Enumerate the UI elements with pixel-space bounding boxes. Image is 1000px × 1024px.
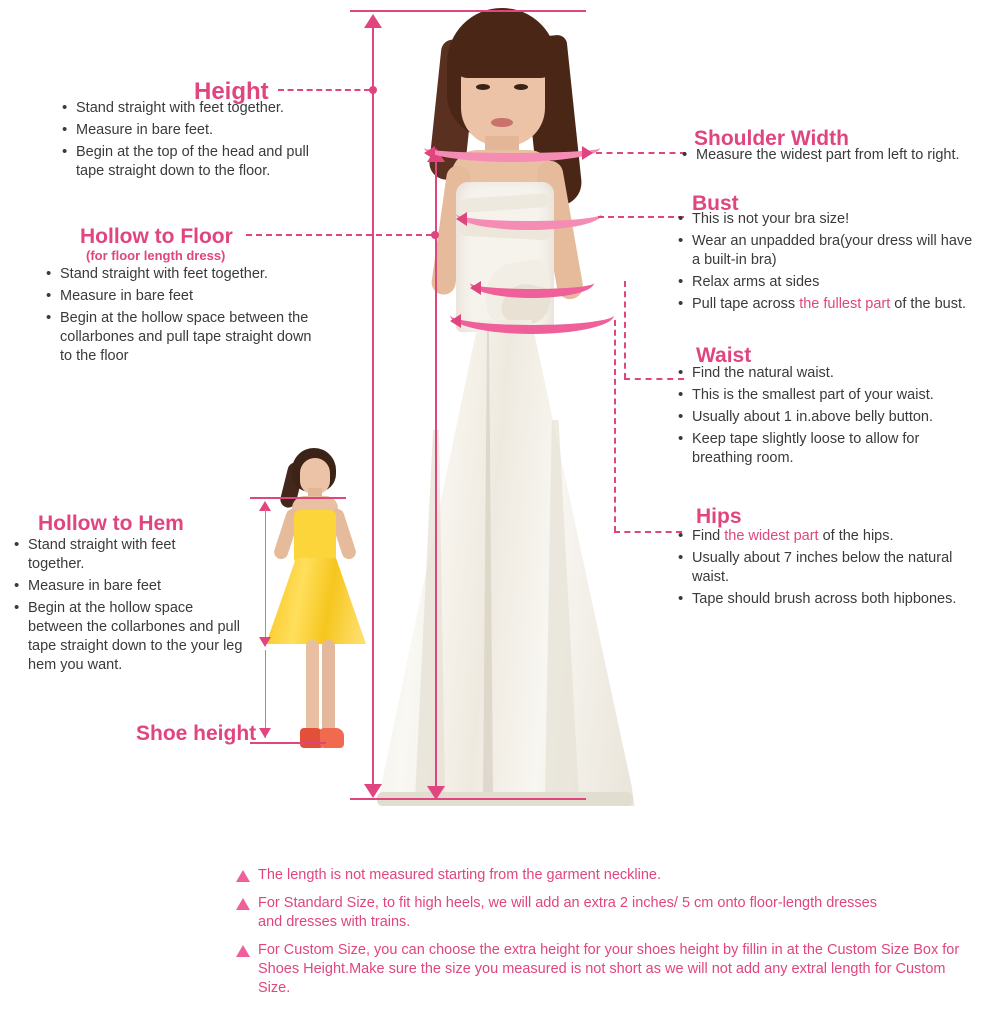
hollow-to-floor-sublabel: (for floor length dress) [86,248,226,263]
hips-leader-line-horizontal [614,531,682,533]
hollow-to-floor-pointer-dot [431,231,439,239]
hollow-to-floor-bullet-1: • Stand straight with feet together. [46,265,346,284]
bust-tape [456,198,602,230]
hips-bullet-3: • Tape should brush across both hipbones. [678,590,998,609]
footer-note-text: For Standard Size, to fit high heels, we will add an extra 2 inches/ 5 cm onto floor-length dresses and dresses with trains. [258,895,877,930]
main-model-illustration [355,0,655,812]
hollow-to-hem-top-tick [250,497,346,499]
model-lips [491,118,513,127]
hips-bullet-1-prefix: Find [692,528,725,544]
footer-note-text: For Custom Size, you can choose the extra height for your shoes height by fillin in at the Custom Size Box for Shoes Height.Make sure the size you measured is not short as we will not add any extral length for Custom Size. [258,942,960,996]
bust-bullet-2: • Wear an unpadded bra(your dress will have a built-in bra) [678,232,974,270]
hollow-to-floor-label: Hollow to Floor [80,225,233,248]
waist-bullet-1: • Find the natural waist. [678,364,998,383]
shoulder-width-label: Shoulder Width [694,127,849,150]
height-bottom-tick [350,798,586,800]
waist-bullet-2: • This is the smallest part of your waist. [678,386,998,405]
hollow-to-hem-label: Hollow to Hem [38,512,184,535]
height-bullet-1: • Stand straight with feet together. [62,99,362,118]
small-model-shoe-right [320,728,344,748]
height-measure-line [372,24,374,792]
small-model-leg-right [322,640,335,736]
waist-label: Waist [696,344,752,367]
hips-tape-arrow-left [450,314,461,328]
bust-leader-line [598,216,684,218]
height-bullets [62,99,362,184]
model-skirt [373,320,637,806]
shoulder-tape-arrow-left [424,146,435,160]
shoe-height-arrow-down [259,728,271,738]
shoe-height-bottom-tick [250,742,326,744]
hollow-to-floor-arrow-down [427,786,445,800]
height-leader-line [278,89,370,91]
shoe-height-label: Shoe height [136,722,257,745]
bust-bullet-3: • Relax arms at sides [678,273,998,292]
model-eye-left [476,84,490,90]
height-label: Height [194,78,269,105]
hollow-to-hem-bullet-1: • Stand straight with feet together. [14,536,204,574]
hips-label: Hips [696,505,742,528]
waist-bullet-3: • Usually about 1 in.above belly button. [678,408,998,427]
footer-note [236,894,996,932]
waist-leader-line-horizontal [624,378,684,380]
warning-triangle-icon [236,870,250,882]
footer-note [236,866,996,885]
small-model-leg-left [306,640,319,736]
hips-highlight: the widest part [724,528,819,544]
shoulder-width-bullets [682,146,1000,168]
height-arrow-down [364,784,382,798]
hollow-to-hem-bullet-2: • Measure in bare feet [14,577,264,596]
hips-bullet-1 [678,527,998,546]
footer-note-text: The length is not measured starting from the garment neckline. [258,867,661,883]
hips-bullet-1-suffix: of the hips. [818,528,894,544]
hollow-to-floor-measure-line [435,158,437,786]
height-bullet-3: • Begin at the top of the head and pull tape straight down to the floor. [62,143,332,181]
waist-tape [470,268,594,298]
warning-triangle-icon [236,945,250,957]
footer-notes [236,866,996,1007]
hollow-to-floor-leader-line [246,234,432,236]
bust-highlight: the fullest part [799,296,891,312]
small-model-skirt [266,558,366,644]
hollow-to-floor-bullet-3: • Begin at the hollow space between the collarbones and pull tape straight down to the floor [46,309,314,366]
shoulder-tape-arrow-right [582,146,593,160]
waist-bullet-4: • Keep tape slightly loose to allow for breathing room. [678,430,958,468]
hips-tape [450,296,614,334]
height-bullet-2: • Measure in bare feet. [62,121,362,140]
hollow-to-hem-bullets [14,536,264,678]
bust-label: Bust [692,192,739,215]
bust-bullets [678,210,998,317]
hollow-to-floor-bullet-2: • Measure in bare feet [46,287,346,306]
shoulder-width-leader-line [596,152,686,154]
height-top-tick [350,10,586,12]
shoe-height-measure-line [265,650,266,738]
warning-triangle-icon [236,898,250,910]
waist-tape-arrow-left [470,281,481,295]
shoulder-width-tape [424,134,600,162]
hips-bullets [678,527,998,612]
hollow-to-hem-measure-line [265,509,266,637]
hollow-to-floor-bullets [46,265,346,369]
waist-leader-line-vertical [624,281,626,379]
hips-bullet-2: • Usually about 7 inches below the natural waist. [678,549,978,587]
shoulder-width-bullet-1: • Measure the widest part from left to right. [682,146,1000,165]
hips-leader-line-vertical [614,320,616,532]
bust-bullet-4-prefix: Pull tape across [692,296,800,312]
bust-tape-arrow-left [456,212,467,226]
bust-bullet-1: • This is not your bra size! [678,210,998,229]
bust-bullet-4 [678,295,998,314]
hollow-to-hem-bullet-3: • Begin at the hollow space between the collarbones and pull tape straight down to the your leg hem you want. [14,599,246,675]
waist-bullets [678,364,998,471]
bust-bullet-4-suffix: of the bust. [890,296,967,312]
height-pointer-dot [369,86,377,94]
footer-note [236,941,996,998]
short-dress-model-illustration [258,440,378,760]
model-eye-right [514,84,528,90]
small-model-bodice [294,510,336,562]
